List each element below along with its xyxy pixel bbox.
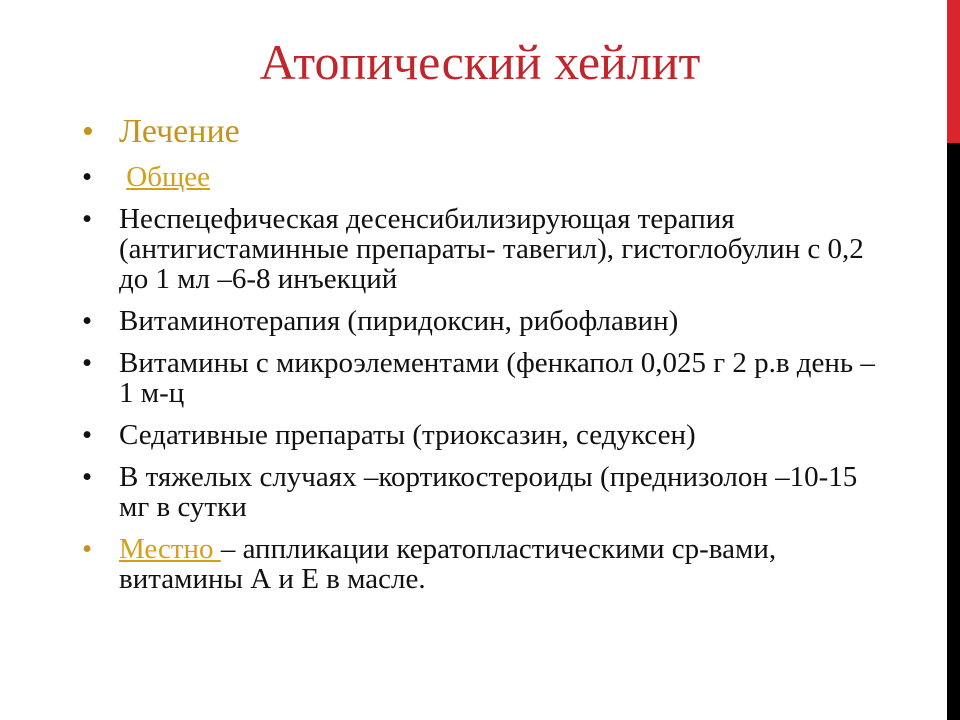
local-link[interactable]: Местно <box>119 533 221 565</box>
list-item-local <box>82 534 882 594</box>
bullet-icon: • <box>82 161 93 193</box>
list-item <box>82 204 882 294</box>
local-text: – аппликации кератопластическими ср-вами, витамины А и Е в масле. <box>119 533 777 595</box>
list-item-text: Витаминотерапия (пиридоксин, рибофлавин) <box>119 305 679 337</box>
list-item-text: В тяжелых случаях –кортикостероиды (преднизолон –10-15 мг в сутки <box>119 461 858 523</box>
bullet-icon: • <box>82 113 94 150</box>
list-item-text: Неспецефическая десенсибилизирующая терапия (антигистаминные препараты- тавегил), гистоглобулин с 0,2 до 1 мл –6-8 инъекций <box>119 203 864 295</box>
subheading-link[interactable]: Общее <box>126 161 211 193</box>
bullet-icon: • <box>82 461 93 493</box>
bullet-icon: • <box>82 203 93 235</box>
list-item <box>82 306 882 336</box>
list-item-text: Витамины с микроэлементами (фенкапол 0,025 г 2 р.в день –1 м-ц <box>119 347 875 409</box>
heading-text: Лечение <box>119 113 240 150</box>
side-accent-bar-black <box>947 143 960 720</box>
bullet-list <box>82 112 882 606</box>
bullet-icon: • <box>82 419 93 451</box>
list-item-text: Седативные препараты (триоксазин, седуксен) <box>119 419 696 451</box>
bullet-icon: • <box>82 347 93 379</box>
list-item <box>82 420 882 450</box>
list-item-heading <box>82 112 882 152</box>
list-item <box>82 348 882 408</box>
list-item-subheading <box>82 162 882 192</box>
bullet-icon: • <box>82 305 93 337</box>
list-item <box>82 462 882 522</box>
slide-title: Атопический хейлит <box>259 34 701 90</box>
bullet-icon: • <box>82 533 93 565</box>
